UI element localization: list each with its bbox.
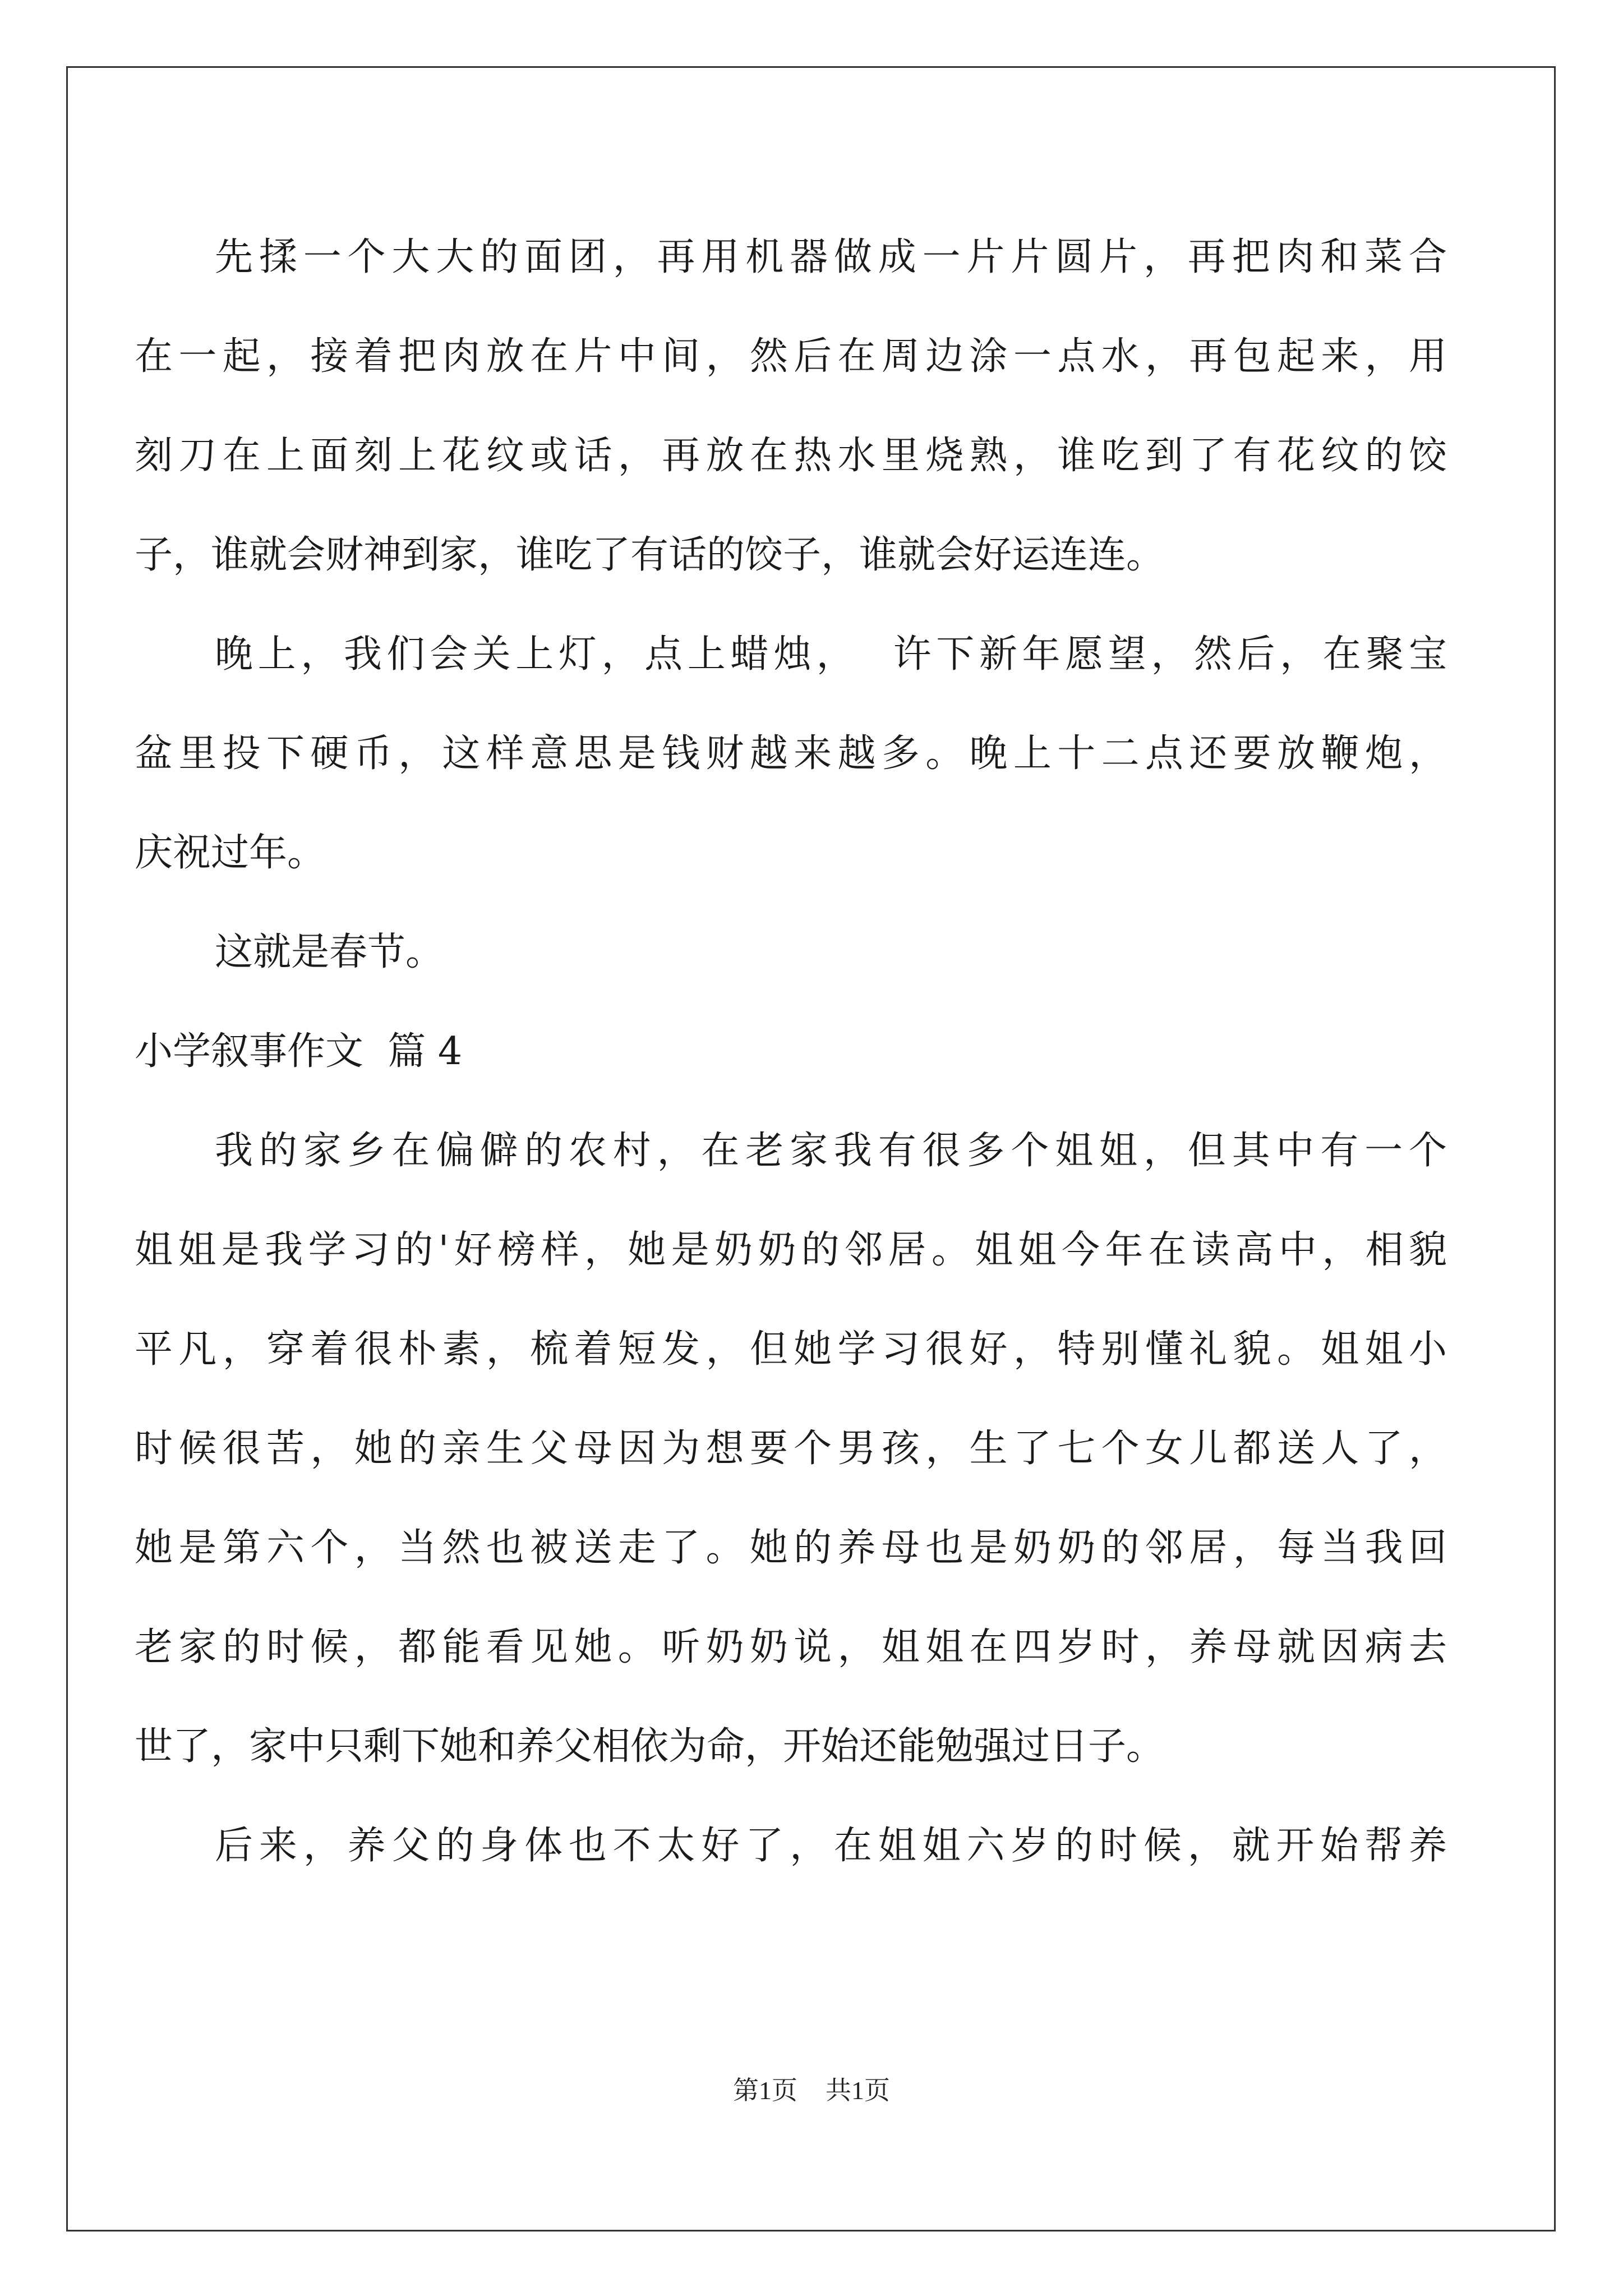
paragraph-line: 在一起，接着把肉放在片中间，然后在周边涂一点水，再包起来，用 — [135, 334, 1447, 379]
paragraph-line: 刻刀在上面刻上花纹或话，再放在热水里烧熟，谁吃到了有花纹的饺 — [135, 434, 1447, 478]
paragraph-line: 老家的时候，都能看见她。听奶奶说，姐姐在四岁时，养母就因病去 — [135, 1625, 1447, 1669]
paragraph-line: 先揉一个大大的面团，再用机器做成一片片圆片，再把肉和菜合 — [215, 235, 1447, 279]
paragraph-line: 平凡，穿着很朴素，梳着短发，但她学习很好，特别懂礼貌。姐姐小 — [135, 1327, 1447, 1372]
paragraph-line: 世了，家中只剩下她和养父相依为命，开始还能勉强过日子。 — [135, 1724, 1165, 1769]
paragraph-line: 我的家乡在偏僻的农村，在老家我有很多个姐姐，但其中有一个 — [215, 1129, 1447, 1173]
page-footer — [0, 2070, 1623, 2107]
paragraph-line: 子，谁就会财神到家，谁吃了有话的饺子，谁就会好运连连。 — [135, 533, 1165, 577]
paragraph-line: 时候很苦，她的亲生父母因为想要个男孩，生了七个女儿都送人了， — [135, 1427, 1447, 1471]
document-body — [135, 208, 1447, 1895]
paragraph-line: 盆里投下硬币，这样意思是钱财越来越多。晚上十二点还要放鞭炮， — [135, 731, 1447, 776]
paragraph-line: 她是第六个，当然也被送走了。她的养母也是奶奶的邻居，每当我回 — [135, 1526, 1447, 1570]
page-number: 第1页 — [733, 2076, 797, 2105]
page-total: 共1页 — [826, 2076, 890, 2105]
paragraph-line: 姐姐是我学习的'好榜样，她是奶奶的邻居。姐姐今年在读高中，相貌 — [135, 1228, 1447, 1272]
paragraph-line: 后来，养父的身体也不太好了，在姐姐六岁的时候，就开始帮养 — [215, 1824, 1447, 1868]
paragraph-line: 庆祝过年。 — [135, 831, 326, 875]
paragraph-line: 晚上，我们会关上灯，点上蜡烛， 许下新年愿望，然后，在聚宝 — [215, 632, 1447, 677]
paragraph-line: 这就是春节。 — [215, 930, 444, 974]
section-heading: 小学叙事作文 篇 4 — [135, 1029, 463, 1074]
